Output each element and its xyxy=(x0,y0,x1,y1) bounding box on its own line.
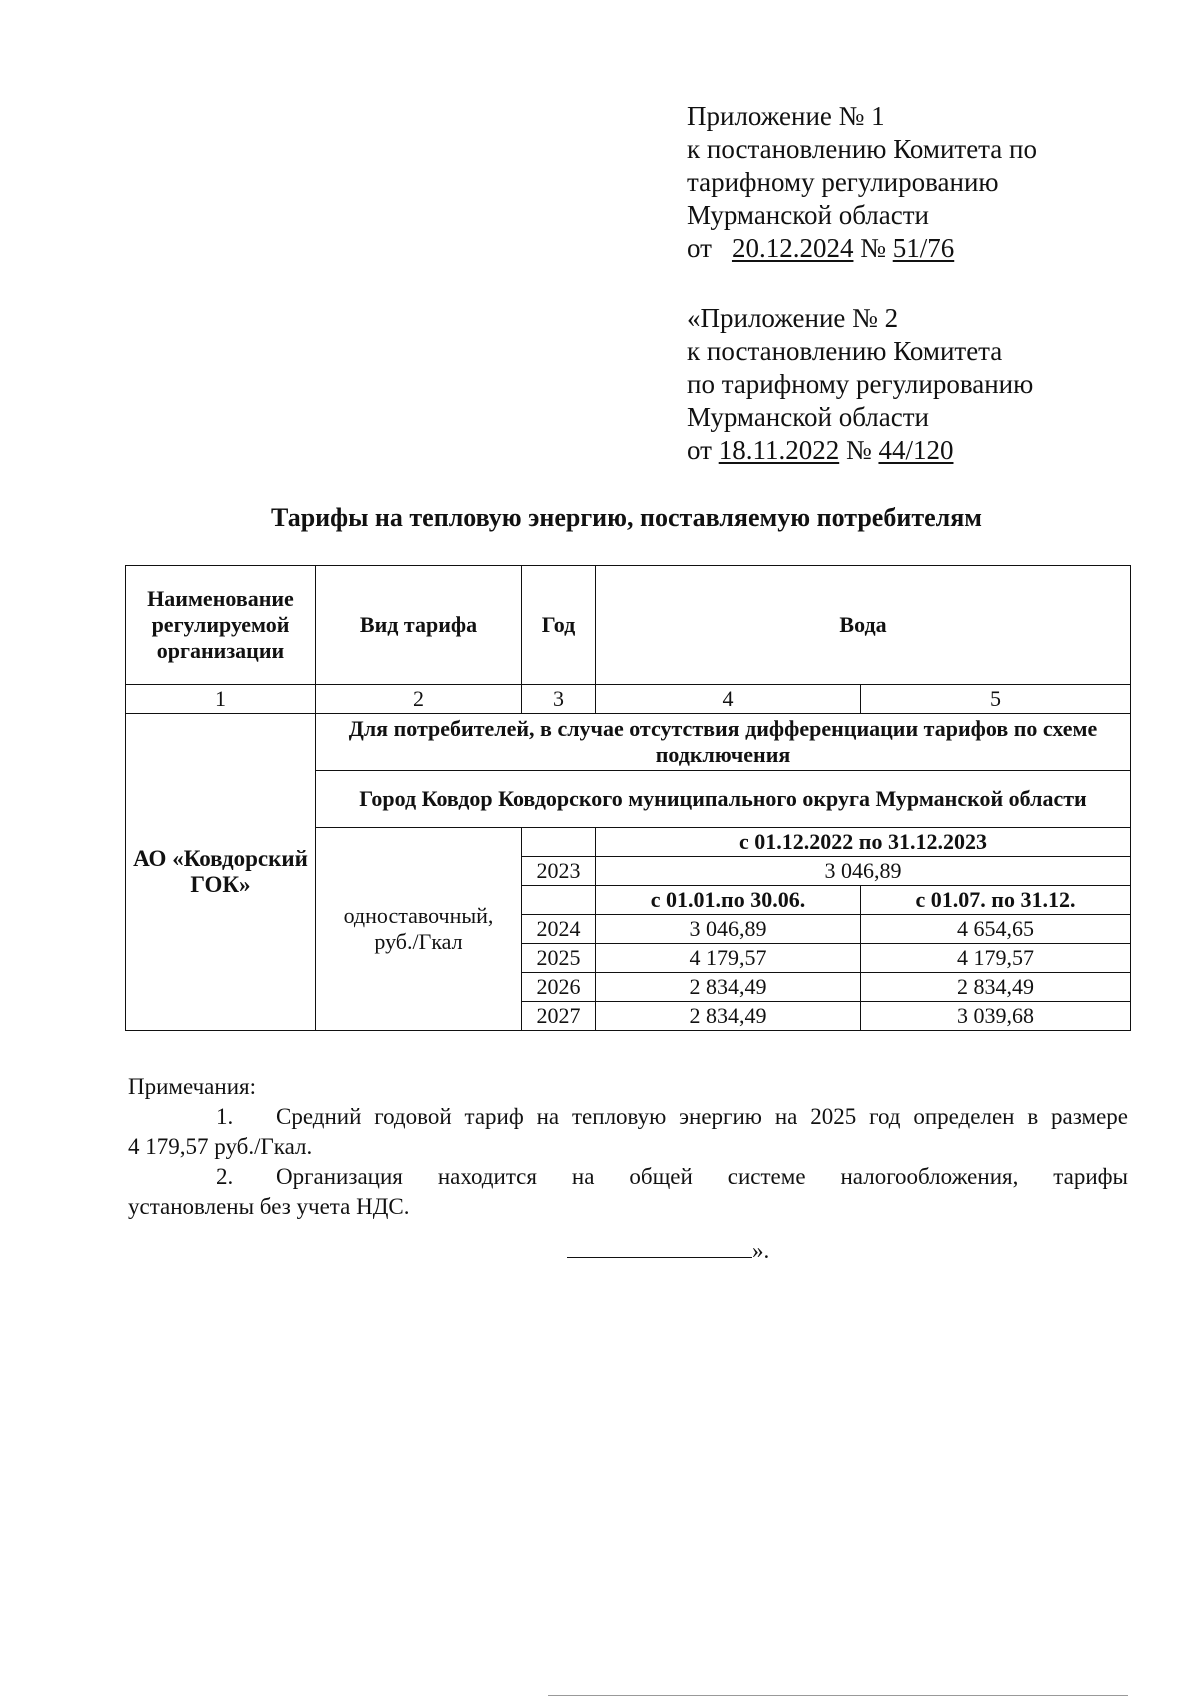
territory: Город Ковдор Ковдорского муниципального округа Мурманской области xyxy=(316,771,1131,828)
annex-1-date-prefix: от xyxy=(687,233,712,263)
closing-rule xyxy=(567,1237,752,1258)
annex-2-date-line xyxy=(687,434,1033,467)
annex-1-number-prefix: № xyxy=(860,233,886,263)
annex-2-line-2: к постановлению Комитета xyxy=(687,336,1003,366)
half-2-label: с 01.07. по 31.12. xyxy=(861,886,1131,915)
annex-1-line-1: Приложение № 1 xyxy=(687,101,885,131)
note-2-text: Организация находится на общей системе налогообложения, тарифы xyxy=(276,1164,1128,1189)
annex-2-line-4: Мурманской области xyxy=(687,402,929,432)
note-2 xyxy=(128,1162,1128,1192)
year-cell: 2024 xyxy=(522,915,596,944)
header-tariff-type: Вид тарифа xyxy=(316,566,522,685)
notes-heading: Примечания: xyxy=(128,1074,256,1099)
header-org: Наименование регулируемой организации xyxy=(126,566,316,685)
footer-rule xyxy=(548,1695,1128,1696)
annex-2-date: 18.11.2022 xyxy=(718,435,840,465)
note-1 xyxy=(128,1102,1128,1132)
col-number: 4 xyxy=(596,685,861,714)
value-cell: 2 834,49 xyxy=(596,1002,861,1031)
column-numbers-row xyxy=(126,685,1131,714)
value-cell: 4 179,57 xyxy=(861,944,1131,973)
value-cell: 2 834,49 xyxy=(861,973,1131,1002)
closing-quote: ». xyxy=(752,1238,770,1263)
annex-1-line-4: Мурманской области xyxy=(687,200,929,230)
col-number: 2 xyxy=(316,685,522,714)
year-cell-empty xyxy=(522,828,596,857)
annex-1-line-3: тарифному регулированию xyxy=(687,167,999,197)
annex-2-header xyxy=(687,302,1033,467)
note-1-text: Средний годовой тариф на тепловую энергию на 2025 год определен в размере xyxy=(276,1104,1128,1129)
half-1-label: с 01.01.по 30.06. xyxy=(596,886,861,915)
year-cell: 2025 xyxy=(522,944,596,973)
annex-1-date-line xyxy=(687,232,1037,265)
year-cell: 2023 xyxy=(522,857,596,886)
value-cell: 4 179,57 xyxy=(596,944,861,973)
annex-2-number-prefix: № xyxy=(845,435,872,465)
year-cell-empty xyxy=(522,886,596,915)
document-title: Тарифы на тепловую энергию, поставляемую потребителям xyxy=(271,503,982,532)
year-cell: 2026 xyxy=(522,973,596,1002)
annex-1-date: 20.12.2024 xyxy=(731,233,854,263)
value-cell: 3 039,68 xyxy=(861,1002,1131,1031)
period-2022-label: с 01.12.2022 по 31.12.2023 xyxy=(596,828,1131,857)
col-number: 3 xyxy=(522,685,596,714)
annex-1-number: 51/76 xyxy=(892,233,955,263)
notes-section xyxy=(128,1072,1128,1222)
value-cell: 4 654,65 xyxy=(861,915,1131,944)
annex-2-line-1: «Приложение № 2 xyxy=(687,303,899,333)
annex-2-line-3: по тарифному регулированию xyxy=(687,369,1034,399)
col-number: 5 xyxy=(861,685,1131,714)
note-2-continuation: установлены без учета НДС. xyxy=(128,1194,410,1219)
year-cell: 2027 xyxy=(522,1002,596,1031)
value-cell: 3 046,89 xyxy=(596,857,1131,886)
value-cell: 2 834,49 xyxy=(596,973,861,1002)
consumer-group: Для потребителей, в случае отсутствия дифференциации тарифов по схеме подключения xyxy=(316,714,1131,771)
closing-line xyxy=(567,1237,769,1264)
note-1-continuation: 4 179,57 руб./Гкал. xyxy=(128,1134,313,1159)
header-year: Год xyxy=(522,566,596,685)
note-2-number: 2. xyxy=(216,1164,234,1189)
organization-name: АО «Ковдорский ГОК» xyxy=(126,714,316,1031)
consumer-group-row xyxy=(126,714,1131,771)
annex-1-header xyxy=(687,100,1037,265)
table-header-row xyxy=(126,566,1131,685)
annex-1-line-2: к постановлению Комитета по xyxy=(687,134,1037,164)
value-cell: 3 046,89 xyxy=(596,915,861,944)
col-number: 1 xyxy=(126,685,316,714)
tariff-kind: одноставочный, руб./Гкал xyxy=(316,828,522,1031)
header-water: Вода xyxy=(596,566,1131,685)
annex-2-number: 44/120 xyxy=(878,435,954,465)
annex-2-date-prefix: от xyxy=(687,435,712,465)
tariff-table xyxy=(125,565,1131,1031)
note-1-number: 1. xyxy=(216,1104,234,1129)
